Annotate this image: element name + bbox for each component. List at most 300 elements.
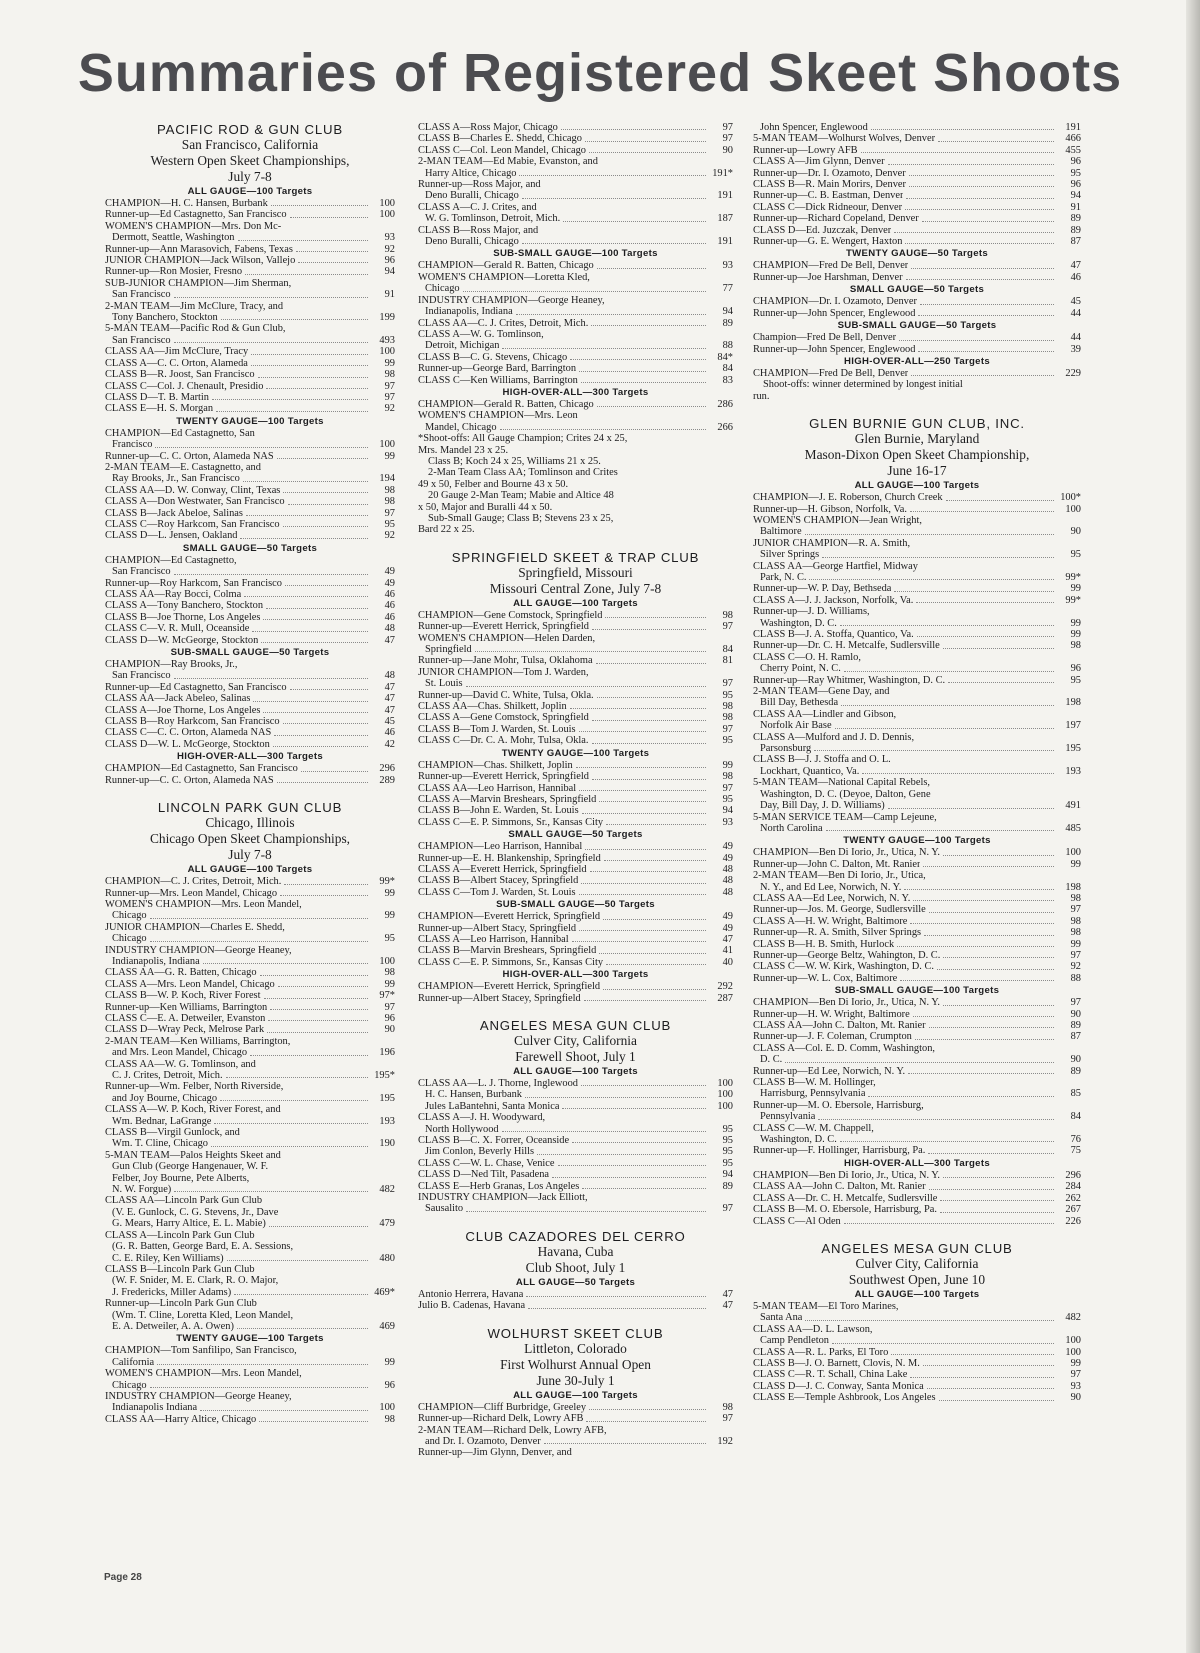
dot-leader bbox=[563, 221, 706, 222]
score: 93 bbox=[722, 816, 733, 828]
dot-leader bbox=[943, 855, 1054, 856]
result-text: CLASS AA—George Hartfiel, Midway bbox=[753, 560, 918, 572]
score: 97 bbox=[722, 621, 733, 633]
result-line bbox=[753, 652, 1081, 663]
dot-leader bbox=[814, 750, 1054, 751]
score: 47 bbox=[1070, 260, 1081, 272]
score: 48 bbox=[722, 886, 733, 898]
result-text: Mandel, Chicago bbox=[425, 421, 497, 433]
score: 198 bbox=[1065, 697, 1081, 709]
dot-leader bbox=[923, 866, 1054, 867]
result-text: WOMEN'S CHAMPION—Mrs. Don Mc- bbox=[105, 220, 282, 232]
dot-leader bbox=[463, 291, 706, 292]
result-text: Runner-up—John C. Dalton, Mt. Ranier bbox=[753, 858, 921, 870]
result-line bbox=[105, 278, 395, 289]
result-text: CHAMPION—Ed Castagnetto, bbox=[105, 554, 237, 566]
score: 100* bbox=[1060, 492, 1081, 504]
result-text: CLASS E—Herb Granas, Los Angeles bbox=[418, 1180, 580, 1192]
result-text: Runner-up—Everett Herrick, Springfield bbox=[418, 771, 589, 783]
score: 84 bbox=[1070, 1111, 1081, 1123]
result-text: Runner-up—H. W. Wright, Baltimore bbox=[753, 1008, 910, 1020]
result-text: Indianapolis Indiana bbox=[112, 1402, 198, 1414]
dot-leader bbox=[871, 129, 1054, 130]
result-text: 2-MAN TEAM—Gene Day, and bbox=[753, 686, 890, 698]
event-name: Southwest Open, June 10 bbox=[848, 1271, 986, 1287]
dot-leader bbox=[920, 304, 1054, 305]
score: 47 bbox=[722, 1288, 733, 1300]
result-line bbox=[105, 876, 395, 887]
result-line bbox=[105, 451, 395, 462]
result-line bbox=[418, 1289, 733, 1300]
dot-leader bbox=[237, 1328, 368, 1329]
result-text: CLASS AA—Lincoln Park Gun Club bbox=[105, 1195, 263, 1207]
result-text: 5-MAN TEAM—Palos Heights Skeet and bbox=[105, 1149, 281, 1161]
dot-leader bbox=[155, 447, 368, 448]
dot-leader bbox=[579, 894, 706, 895]
result-line bbox=[418, 875, 733, 886]
club-location: Culver City, California bbox=[514, 1033, 637, 1048]
result-line bbox=[753, 308, 1081, 319]
result-line bbox=[753, 213, 1081, 224]
dot-leader bbox=[572, 941, 706, 942]
dot-leader bbox=[296, 251, 368, 252]
result-text: WOMEN'S CHAMPION—Mrs. Leon bbox=[418, 410, 578, 422]
result-line bbox=[105, 1230, 395, 1241]
result-line bbox=[753, 640, 1081, 651]
result-line bbox=[753, 743, 1081, 754]
result-line bbox=[753, 190, 1081, 201]
result-text: CLASS C—Col. Leon Mandel, Chicago bbox=[418, 144, 586, 156]
result-line bbox=[753, 549, 1081, 560]
result-text: CLASS AA—L. J. Thorne, Inglewood bbox=[418, 1078, 578, 1089]
result-line bbox=[753, 272, 1081, 283]
score: 84 bbox=[722, 363, 733, 375]
result-line bbox=[753, 515, 1081, 526]
result-line bbox=[753, 168, 1081, 179]
score: 197 bbox=[1065, 720, 1081, 732]
result-line bbox=[105, 1380, 395, 1391]
score: 95 bbox=[722, 1135, 733, 1147]
result-line bbox=[418, 1089, 733, 1100]
result-text: CLASS C—Dr. C. A. Mohr, Tulsa, Okla. bbox=[418, 735, 589, 747]
result-text: CLASS C—Ken Williams, Barrington bbox=[418, 374, 578, 386]
result-text: CHAMPION—Everett Herrick, Springfield bbox=[418, 911, 601, 923]
score: 99 bbox=[384, 357, 395, 369]
result-line bbox=[105, 612, 395, 623]
event-name: June 30-July 1 bbox=[536, 1372, 615, 1388]
score: 40 bbox=[722, 956, 733, 968]
result-text: WOMEN'S CHAMPION—Helen Darden, bbox=[418, 632, 596, 644]
dot-leader bbox=[910, 511, 1054, 512]
score: 81 bbox=[722, 655, 733, 667]
result-line bbox=[105, 1093, 395, 1104]
event-name: First Wolhurst Annual Open bbox=[500, 1356, 651, 1372]
result-text: Parsonsburg bbox=[760, 743, 812, 755]
result-line bbox=[753, 789, 1081, 800]
dot-leader bbox=[558, 1165, 706, 1166]
result-text: Runner-up—Wm. Felber, North Riverside, bbox=[105, 1081, 284, 1093]
score: 98 bbox=[1070, 892, 1081, 904]
result-line bbox=[105, 1116, 395, 1127]
result-text: CLASS AA—Ed Lee, Norwich, N. Y. bbox=[753, 892, 911, 904]
score: 47 bbox=[384, 704, 395, 716]
result-text: CLASS B—Tom J. Warden, St. Louis bbox=[418, 723, 576, 735]
dot-leader bbox=[238, 240, 369, 241]
dot-leader bbox=[277, 782, 368, 783]
result-text: E. A. Detweiler, A. A. Owen) bbox=[112, 1320, 234, 1332]
dot-leader bbox=[785, 1062, 1054, 1063]
score: 90 bbox=[384, 1024, 395, 1036]
club-location: San Francisco, California bbox=[181, 137, 319, 152]
dot-leader bbox=[253, 701, 368, 702]
score: 100 bbox=[379, 209, 395, 221]
result-line bbox=[753, 1077, 1081, 1088]
dot-leader bbox=[929, 1027, 1054, 1028]
result-line bbox=[418, 318, 733, 329]
dot-leader bbox=[301, 771, 368, 772]
result-text: CLASS B—R. Joost, San Francisco bbox=[105, 369, 255, 381]
score: 195 bbox=[379, 1092, 395, 1104]
result-text: CHAMPION—Ben Di Iorio, Jr., Utica, N. Y. bbox=[753, 847, 941, 859]
result-text: CLASS AA—W. G. Tomlinson, and bbox=[105, 1058, 256, 1070]
result-text: San Francisco bbox=[112, 289, 171, 301]
score: 95 bbox=[722, 1146, 733, 1158]
result-text: 2-MAN TEAM—Ken Williams, Barrington, bbox=[105, 1035, 291, 1047]
dot-leader bbox=[268, 1020, 368, 1021]
score: 42 bbox=[384, 738, 395, 750]
event-name: Chicago Open Skeet Championships, bbox=[149, 831, 351, 847]
result-line bbox=[105, 358, 395, 369]
dot-leader bbox=[260, 975, 368, 976]
result-line bbox=[105, 335, 395, 346]
dot-leader bbox=[929, 912, 1054, 913]
result-line bbox=[105, 990, 395, 1001]
result-text: CLASS B—C. X. Forrer, Oceanside bbox=[418, 1135, 570, 1147]
score: 100 bbox=[1065, 503, 1081, 515]
score: 98 bbox=[384, 369, 395, 381]
result-text: CLASS C—R. T. Schall, China Lake bbox=[753, 1369, 908, 1381]
result-line bbox=[753, 927, 1081, 938]
result-line bbox=[418, 911, 733, 922]
score: 45 bbox=[1070, 296, 1081, 308]
score: 98 bbox=[1070, 927, 1081, 939]
club-location: Springfield, Missouri bbox=[518, 564, 633, 580]
result-line bbox=[753, 732, 1081, 743]
score: 97 bbox=[384, 1001, 395, 1013]
shoot-off-note: 49 x 50, Felber and Bourne 43 x 50. bbox=[418, 478, 569, 490]
score: 92 bbox=[384, 243, 395, 255]
score: 491 bbox=[1065, 800, 1081, 812]
dot-leader bbox=[840, 625, 1054, 626]
result-line bbox=[753, 526, 1081, 537]
result-line bbox=[105, 1184, 395, 1195]
shoot-off-note: 2-Man Team Class AA; Tomlinson and Crites bbox=[428, 467, 618, 479]
dot-leader bbox=[585, 141, 706, 142]
dot-leader bbox=[927, 1388, 1054, 1389]
gauge-heading: HIGH-OVER-ALL—300 Targets bbox=[502, 969, 649, 981]
result-text: Runner-up—Richard Delk, Lowry AFB bbox=[418, 1413, 584, 1425]
result-line bbox=[418, 655, 733, 666]
result-line bbox=[418, 760, 733, 771]
result-text: CLASS C—E. A. Detweiler, Evanston bbox=[105, 1012, 266, 1024]
shoot-off-note: Shoot-offs: winner determined by longest initial bbox=[763, 379, 963, 391]
score: 96 bbox=[384, 1012, 395, 1024]
club-name: GLEN BURNIE GUN CLUB, INC. bbox=[809, 416, 1025, 432]
result-line bbox=[753, 1193, 1081, 1204]
result-text: Camp Pendleton bbox=[760, 1335, 829, 1347]
score: 87 bbox=[1070, 1031, 1081, 1043]
dot-leader bbox=[244, 596, 368, 597]
result-text: CHAMPION—Gene Comstock, Springfield bbox=[418, 609, 603, 621]
result-text: Runner-up—Jane Mohr, Tulsa, Oklahoma bbox=[418, 655, 593, 667]
score: 95 bbox=[722, 1123, 733, 1135]
result-text: Chicago bbox=[112, 910, 147, 922]
score: 46 bbox=[384, 589, 395, 600]
result-line bbox=[753, 1134, 1081, 1145]
result-line bbox=[753, 1369, 1081, 1380]
result-text: CLASS B—Lincoln Park Gun Club bbox=[105, 1263, 255, 1275]
result-text: (V. E. Gunlock, C. G. Stevens, Jr., Dave bbox=[112, 1206, 279, 1218]
dot-leader bbox=[597, 406, 706, 407]
score: 99 bbox=[1070, 1357, 1081, 1369]
result-text: Runner-up—Lincoln Park Gun Club bbox=[105, 1298, 257, 1310]
result-text: 5-MAN TEAM—Pacific Rod & Gun Club, bbox=[105, 323, 286, 335]
dot-leader bbox=[592, 720, 706, 721]
result-text: Runner-up—George Beltz, Wahington, D. C. bbox=[753, 949, 941, 961]
dot-leader bbox=[259, 1421, 368, 1422]
result-text: 2-MAN TEAM—E. Castagnetto, and bbox=[105, 461, 261, 473]
dot-leader bbox=[252, 631, 368, 632]
result-line bbox=[105, 945, 395, 956]
result-line bbox=[418, 644, 733, 655]
score: 49 bbox=[384, 577, 395, 589]
gauge-heading: SUB-SMALL GAUGE—50 Targets bbox=[170, 647, 330, 659]
dot-leader bbox=[592, 629, 706, 630]
dot-leader bbox=[888, 808, 1054, 809]
score: 482 bbox=[1065, 1312, 1081, 1324]
result-line bbox=[753, 606, 1081, 617]
score: 100 bbox=[717, 1100, 733, 1112]
result-text: Runner-up—J. F. Coleman, Crumpton bbox=[753, 1031, 912, 1043]
score: 100 bbox=[379, 346, 395, 358]
result-line bbox=[418, 410, 733, 421]
score: 469* bbox=[374, 1286, 395, 1298]
score: 198 bbox=[1065, 881, 1081, 893]
score: 296 bbox=[1065, 1169, 1081, 1181]
result-line bbox=[105, 346, 395, 357]
result-line bbox=[753, 766, 1081, 777]
result-text: Dermott, Seattle, Washington bbox=[112, 232, 235, 244]
club-location: Littleton, Colorado bbox=[524, 1340, 627, 1356]
result-text: 5-MAN TEAM—Wolhurst Wolves, Denver bbox=[753, 133, 936, 145]
score: 48 bbox=[722, 875, 733, 887]
dot-leader bbox=[284, 884, 368, 885]
dot-leader bbox=[606, 824, 706, 825]
result-line bbox=[753, 1301, 1081, 1312]
gauge-heading: ALL GAUGE—100 Targets bbox=[513, 1389, 638, 1401]
score: 96 bbox=[384, 255, 395, 267]
result-line bbox=[753, 1020, 1081, 1031]
dot-leader bbox=[809, 579, 1054, 580]
dot-leader bbox=[251, 354, 368, 355]
result-line bbox=[418, 1203, 733, 1214]
score: 99* bbox=[379, 876, 395, 888]
column-3 bbox=[753, 122, 1081, 1404]
result-line bbox=[105, 979, 395, 990]
score: 100 bbox=[379, 955, 395, 967]
result-text: John Spencer, Englewood bbox=[760, 122, 868, 133]
result-text: CLASS B—Joe Thorne, Los Angeles bbox=[105, 611, 261, 623]
result-text: CLASS A—Don Westwater, San Francisco bbox=[105, 496, 285, 508]
result-line bbox=[753, 492, 1081, 503]
result-text: Runner-up—W. L. Cox, Baltimore bbox=[753, 972, 898, 984]
score: 89 bbox=[1070, 1020, 1081, 1031]
result-text: Baltimore bbox=[760, 526, 802, 538]
result-line bbox=[418, 1135, 733, 1146]
score: 46 bbox=[384, 727, 395, 739]
result-line bbox=[753, 916, 1081, 927]
score: 75 bbox=[1070, 1145, 1081, 1157]
dot-leader bbox=[943, 1005, 1054, 1006]
result-line bbox=[105, 775, 395, 786]
result-line bbox=[753, 1216, 1081, 1227]
result-text: Runner-up—Dr. I. Ozamoto, Denver bbox=[753, 167, 906, 179]
score: 44 bbox=[1070, 332, 1081, 344]
result-text: North Hollywood bbox=[425, 1123, 499, 1135]
result-line bbox=[105, 1253, 395, 1264]
result-text: Chicago bbox=[425, 283, 460, 295]
result-line bbox=[418, 724, 733, 735]
dot-leader bbox=[822, 557, 1054, 558]
result-line bbox=[753, 1088, 1081, 1099]
dot-leader bbox=[516, 314, 706, 315]
score: 91 bbox=[384, 289, 395, 301]
result-text: CLASS C—Roy Harkcom, San Francisco bbox=[105, 518, 280, 530]
result-text: CHAMPION—Gerald R. Batten, Chicago bbox=[418, 260, 594, 272]
result-text: WOMEN'S CHAMPION—Jean Wright, bbox=[753, 514, 922, 526]
result-text: CLASS AA—John C. Dalton, Mt. Ranier bbox=[753, 1020, 926, 1031]
score: 47 bbox=[384, 693, 395, 705]
event-name: Mason-Dixon Open Skeet Championship, bbox=[804, 447, 1030, 463]
result-line bbox=[753, 296, 1081, 307]
score: 266 bbox=[717, 421, 733, 433]
gauge-heading: TWENTY GAUGE—100 Targets bbox=[176, 415, 324, 427]
result-line bbox=[105, 589, 395, 600]
event-name: Farewell Shoot, July 1 bbox=[515, 1049, 636, 1064]
result-line bbox=[105, 462, 395, 473]
result-line bbox=[418, 422, 733, 433]
result-line bbox=[418, 329, 733, 340]
result-text: C. J. Crites, Detroit, Mich. bbox=[112, 1070, 223, 1081]
page-title: Summaries of Registered Skeet Shoots bbox=[77, 43, 1123, 103]
result-text: CLASS A—W. P. Koch, River Forest, and bbox=[105, 1104, 281, 1116]
club-location: Culver City, California bbox=[855, 1255, 979, 1271]
score: 95 bbox=[722, 1157, 733, 1169]
result-line bbox=[105, 1207, 395, 1218]
score: 45 bbox=[384, 716, 395, 728]
event-name: June 16-17 bbox=[887, 463, 947, 479]
result-line bbox=[753, 156, 1081, 167]
result-line bbox=[105, 403, 395, 414]
dot-leader bbox=[940, 1212, 1054, 1213]
result-text: Jules LaBantehni, Santa Monica bbox=[425, 1100, 560, 1112]
dot-leader bbox=[841, 705, 1054, 706]
score: 100 bbox=[1065, 1335, 1081, 1347]
dot-leader bbox=[591, 325, 706, 326]
result-line bbox=[105, 369, 395, 380]
dot-leader bbox=[245, 274, 368, 275]
score: 100 bbox=[379, 439, 395, 451]
dot-leader bbox=[940, 1200, 1054, 1201]
result-text: CLASS B—Ross Major, and bbox=[418, 224, 539, 236]
dot-leader bbox=[174, 1191, 368, 1192]
dot-leader bbox=[270, 1009, 368, 1010]
score: 94 bbox=[722, 1169, 733, 1181]
score: 49 bbox=[722, 911, 733, 923]
result-line bbox=[418, 306, 733, 317]
result-line bbox=[105, 566, 395, 577]
dot-leader bbox=[894, 232, 1054, 233]
result-line bbox=[418, 841, 733, 852]
event-name: Club Shoot, July 1 bbox=[525, 1259, 626, 1275]
result-line bbox=[105, 1024, 395, 1035]
gauge-heading: HIGH-OVER-ALL—300 Targets bbox=[502, 386, 649, 398]
gauge-heading: ALL GAUGE—100 Targets bbox=[187, 186, 313, 197]
result-text: JUNIOR CHAMPION—Jack Wilson, Vallejo bbox=[105, 255, 296, 267]
result-text: Springfield bbox=[425, 644, 472, 656]
gauge-heading: SUB-SMALL GAUGE—100 Targets bbox=[493, 248, 658, 260]
dot-leader bbox=[269, 1226, 368, 1227]
result-line bbox=[105, 312, 395, 323]
result-text: Deno Buralli, Chicago bbox=[425, 190, 519, 202]
result-text: CLASS A—Tony Banchero, Stockton bbox=[105, 600, 264, 612]
result-text: CLASS AA—Ray Bocci, Colma bbox=[105, 589, 242, 600]
result-line bbox=[418, 1402, 733, 1413]
dot-leader bbox=[263, 619, 368, 620]
result-text: WOMEN'S CHAMPION—Loretta Kled, bbox=[418, 271, 590, 283]
result-text: Runner-up—Jim Glynn, Denver, and bbox=[418, 1447, 572, 1459]
result-line bbox=[105, 763, 395, 774]
score: 190 bbox=[379, 1138, 395, 1150]
score: 84* bbox=[717, 351, 733, 363]
dot-leader bbox=[285, 585, 368, 586]
result-text: CHAMPION—Ben Di Iorio, Jr., Utica, N. Y. bbox=[753, 997, 941, 1009]
score: 89 bbox=[1070, 224, 1081, 236]
result-line bbox=[418, 735, 733, 746]
dot-leader bbox=[570, 359, 706, 360]
result-text: Runner-up—Lowry AFB bbox=[753, 144, 858, 156]
result-text: Harry Altice, Chicago bbox=[425, 167, 517, 179]
result-text: CLASS B—H. B. Smith, Hurlock bbox=[753, 938, 895, 950]
dot-leader bbox=[174, 297, 368, 298]
result-line bbox=[105, 578, 395, 589]
score: 89 bbox=[722, 317, 733, 329]
gauge-heading: TWENTY GAUGE—50 Targets bbox=[846, 248, 988, 260]
result-text: Cherry Point, N. C. bbox=[760, 663, 841, 675]
result-text: SUB-JUNIOR CHAMPION—Jim Sherman, bbox=[105, 277, 292, 289]
score: 91 bbox=[1070, 201, 1081, 213]
score: 286 bbox=[717, 398, 733, 410]
result-line bbox=[105, 392, 395, 403]
result-text: CLASS A—Mulford and J. D. Dennis, bbox=[753, 731, 915, 743]
result-text: Indianapolis, Indiana bbox=[425, 306, 513, 318]
score: 187 bbox=[717, 213, 733, 225]
result-text: CLASS A—C. C. Orton, Alameda bbox=[105, 357, 248, 369]
result-line bbox=[753, 618, 1081, 629]
result-text: CLASS C—C. C. Orton, Alameda NAS bbox=[105, 727, 272, 739]
result-line bbox=[753, 595, 1081, 606]
result-text: CLASS D—J. C. Conway, Santa Monica bbox=[753, 1380, 924, 1392]
